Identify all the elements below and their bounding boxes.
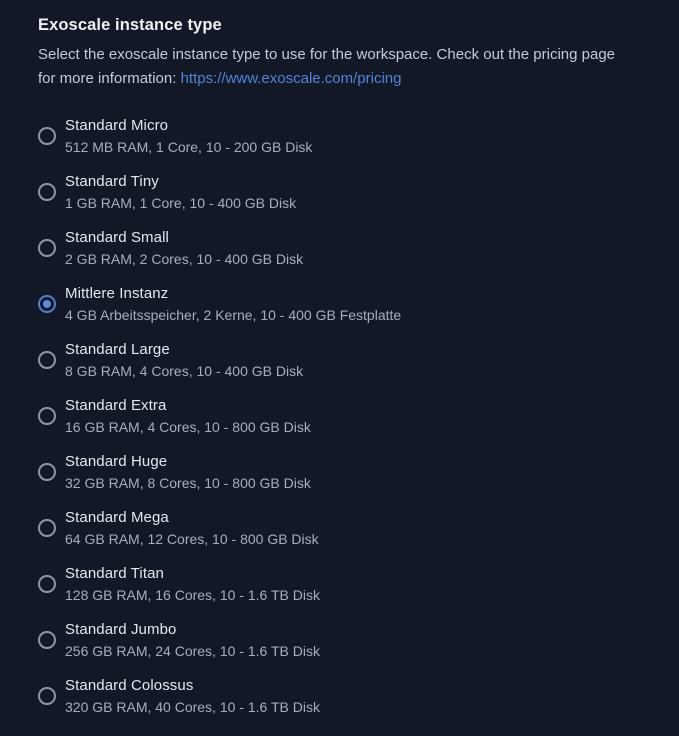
option-name: Standard Small (65, 229, 169, 246)
option-name: Standard Titan (65, 565, 164, 582)
option-text (65, 674, 320, 718)
radio-dot (43, 412, 51, 420)
option-name: Standard Tiny (65, 173, 159, 190)
radio-option-mittlere-instanz[interactable] (38, 282, 641, 326)
option-spec: 128 GB RAM, 16 Cores, 10 - 1.6 TB Disk (65, 587, 320, 603)
option-spec: 4 GB Arbeitsspeicher, 2 Kerne, 10 - 400 GB Festplatte (65, 307, 402, 323)
option-text (65, 618, 320, 662)
radio-button[interactable] (38, 519, 56, 537)
radio-button[interactable] (38, 463, 56, 481)
option-spec: 256 GB RAM, 24 Cores, 10 - 1.6 TB Disk (65, 643, 320, 659)
option-text (65, 506, 319, 550)
radio-option-standard-micro[interactable] (38, 114, 641, 158)
radio-dot (43, 580, 51, 588)
option-spec: 32 GB RAM, 8 Cores, 10 - 800 GB Disk (65, 475, 311, 491)
radio-dot (43, 300, 51, 308)
radio-dot (43, 356, 51, 364)
option-spec: 2 GB RAM, 2 Cores, 10 - 400 GB Disk (65, 251, 304, 267)
section-description (38, 43, 630, 91)
option-text (65, 394, 311, 438)
radio-dot (43, 244, 51, 252)
radio-button[interactable] (38, 351, 56, 369)
radio-dot (43, 468, 51, 476)
page-title: Exoscale instance type (38, 16, 222, 34)
radio-option-standard-mega[interactable] (38, 506, 641, 550)
radio-option-standard-huge[interactable] (38, 450, 641, 494)
option-name: Standard Large (65, 341, 170, 358)
radio-button[interactable] (38, 127, 56, 145)
option-text (65, 170, 296, 214)
radio-button[interactable] (38, 407, 56, 425)
radio-option-standard-titan[interactable] (38, 562, 641, 606)
option-name: Standard Mega (65, 509, 169, 526)
option-name: Standard Extra (65, 397, 167, 414)
option-name: Standard Colossus (65, 677, 194, 694)
radio-button[interactable] (38, 687, 56, 705)
description-text: Select the exoscale instance type to use for the workspace. Check out the pricing page for more information: (38, 46, 616, 87)
radio-dot (43, 188, 51, 196)
radio-option-standard-large[interactable] (38, 338, 641, 382)
option-spec: 16 GB RAM, 4 Cores, 10 - 800 GB Disk (65, 419, 311, 435)
option-text (65, 226, 303, 270)
instance-type-radio-group (38, 114, 641, 718)
pricing-link[interactable]: https://www.exoscale.com/pricing (180, 70, 402, 87)
option-text (65, 114, 312, 158)
option-text (65, 338, 303, 382)
radio-option-standard-colossus[interactable] (38, 674, 641, 718)
option-spec: 1 GB RAM, 1 Core, 10 - 400 GB Disk (65, 195, 297, 211)
radio-button[interactable] (38, 295, 56, 313)
radio-option-standard-extra[interactable] (38, 394, 641, 438)
option-name: Standard Jumbo (65, 621, 177, 638)
radio-button[interactable] (38, 631, 56, 649)
option-spec: 320 GB RAM, 40 Cores, 10 - 1.6 TB Disk (65, 699, 320, 715)
radio-option-standard-small[interactable] (38, 226, 641, 270)
option-name: Standard Micro (65, 117, 169, 134)
option-spec: 64 GB RAM, 12 Cores, 10 - 800 GB Disk (65, 531, 319, 547)
option-name: Mittlere Instanz (65, 285, 169, 302)
option-spec: 8 GB RAM, 4 Cores, 10 - 400 GB Disk (65, 363, 304, 379)
radio-button[interactable] (38, 239, 56, 257)
radio-dot (43, 692, 51, 700)
radio-option-standard-jumbo[interactable] (38, 618, 641, 662)
option-text (65, 282, 401, 326)
option-text (65, 562, 320, 606)
option-name: Standard Huge (65, 453, 168, 470)
radio-option-standard-tiny[interactable] (38, 170, 641, 214)
radio-button[interactable] (38, 575, 56, 593)
radio-dot (43, 524, 51, 532)
option-text (65, 450, 311, 494)
radio-dot (43, 132, 51, 140)
radio-dot (43, 636, 51, 644)
radio-button[interactable] (38, 183, 56, 201)
option-spec: 512 MB RAM, 1 Core, 10 - 200 GB Disk (65, 139, 313, 155)
